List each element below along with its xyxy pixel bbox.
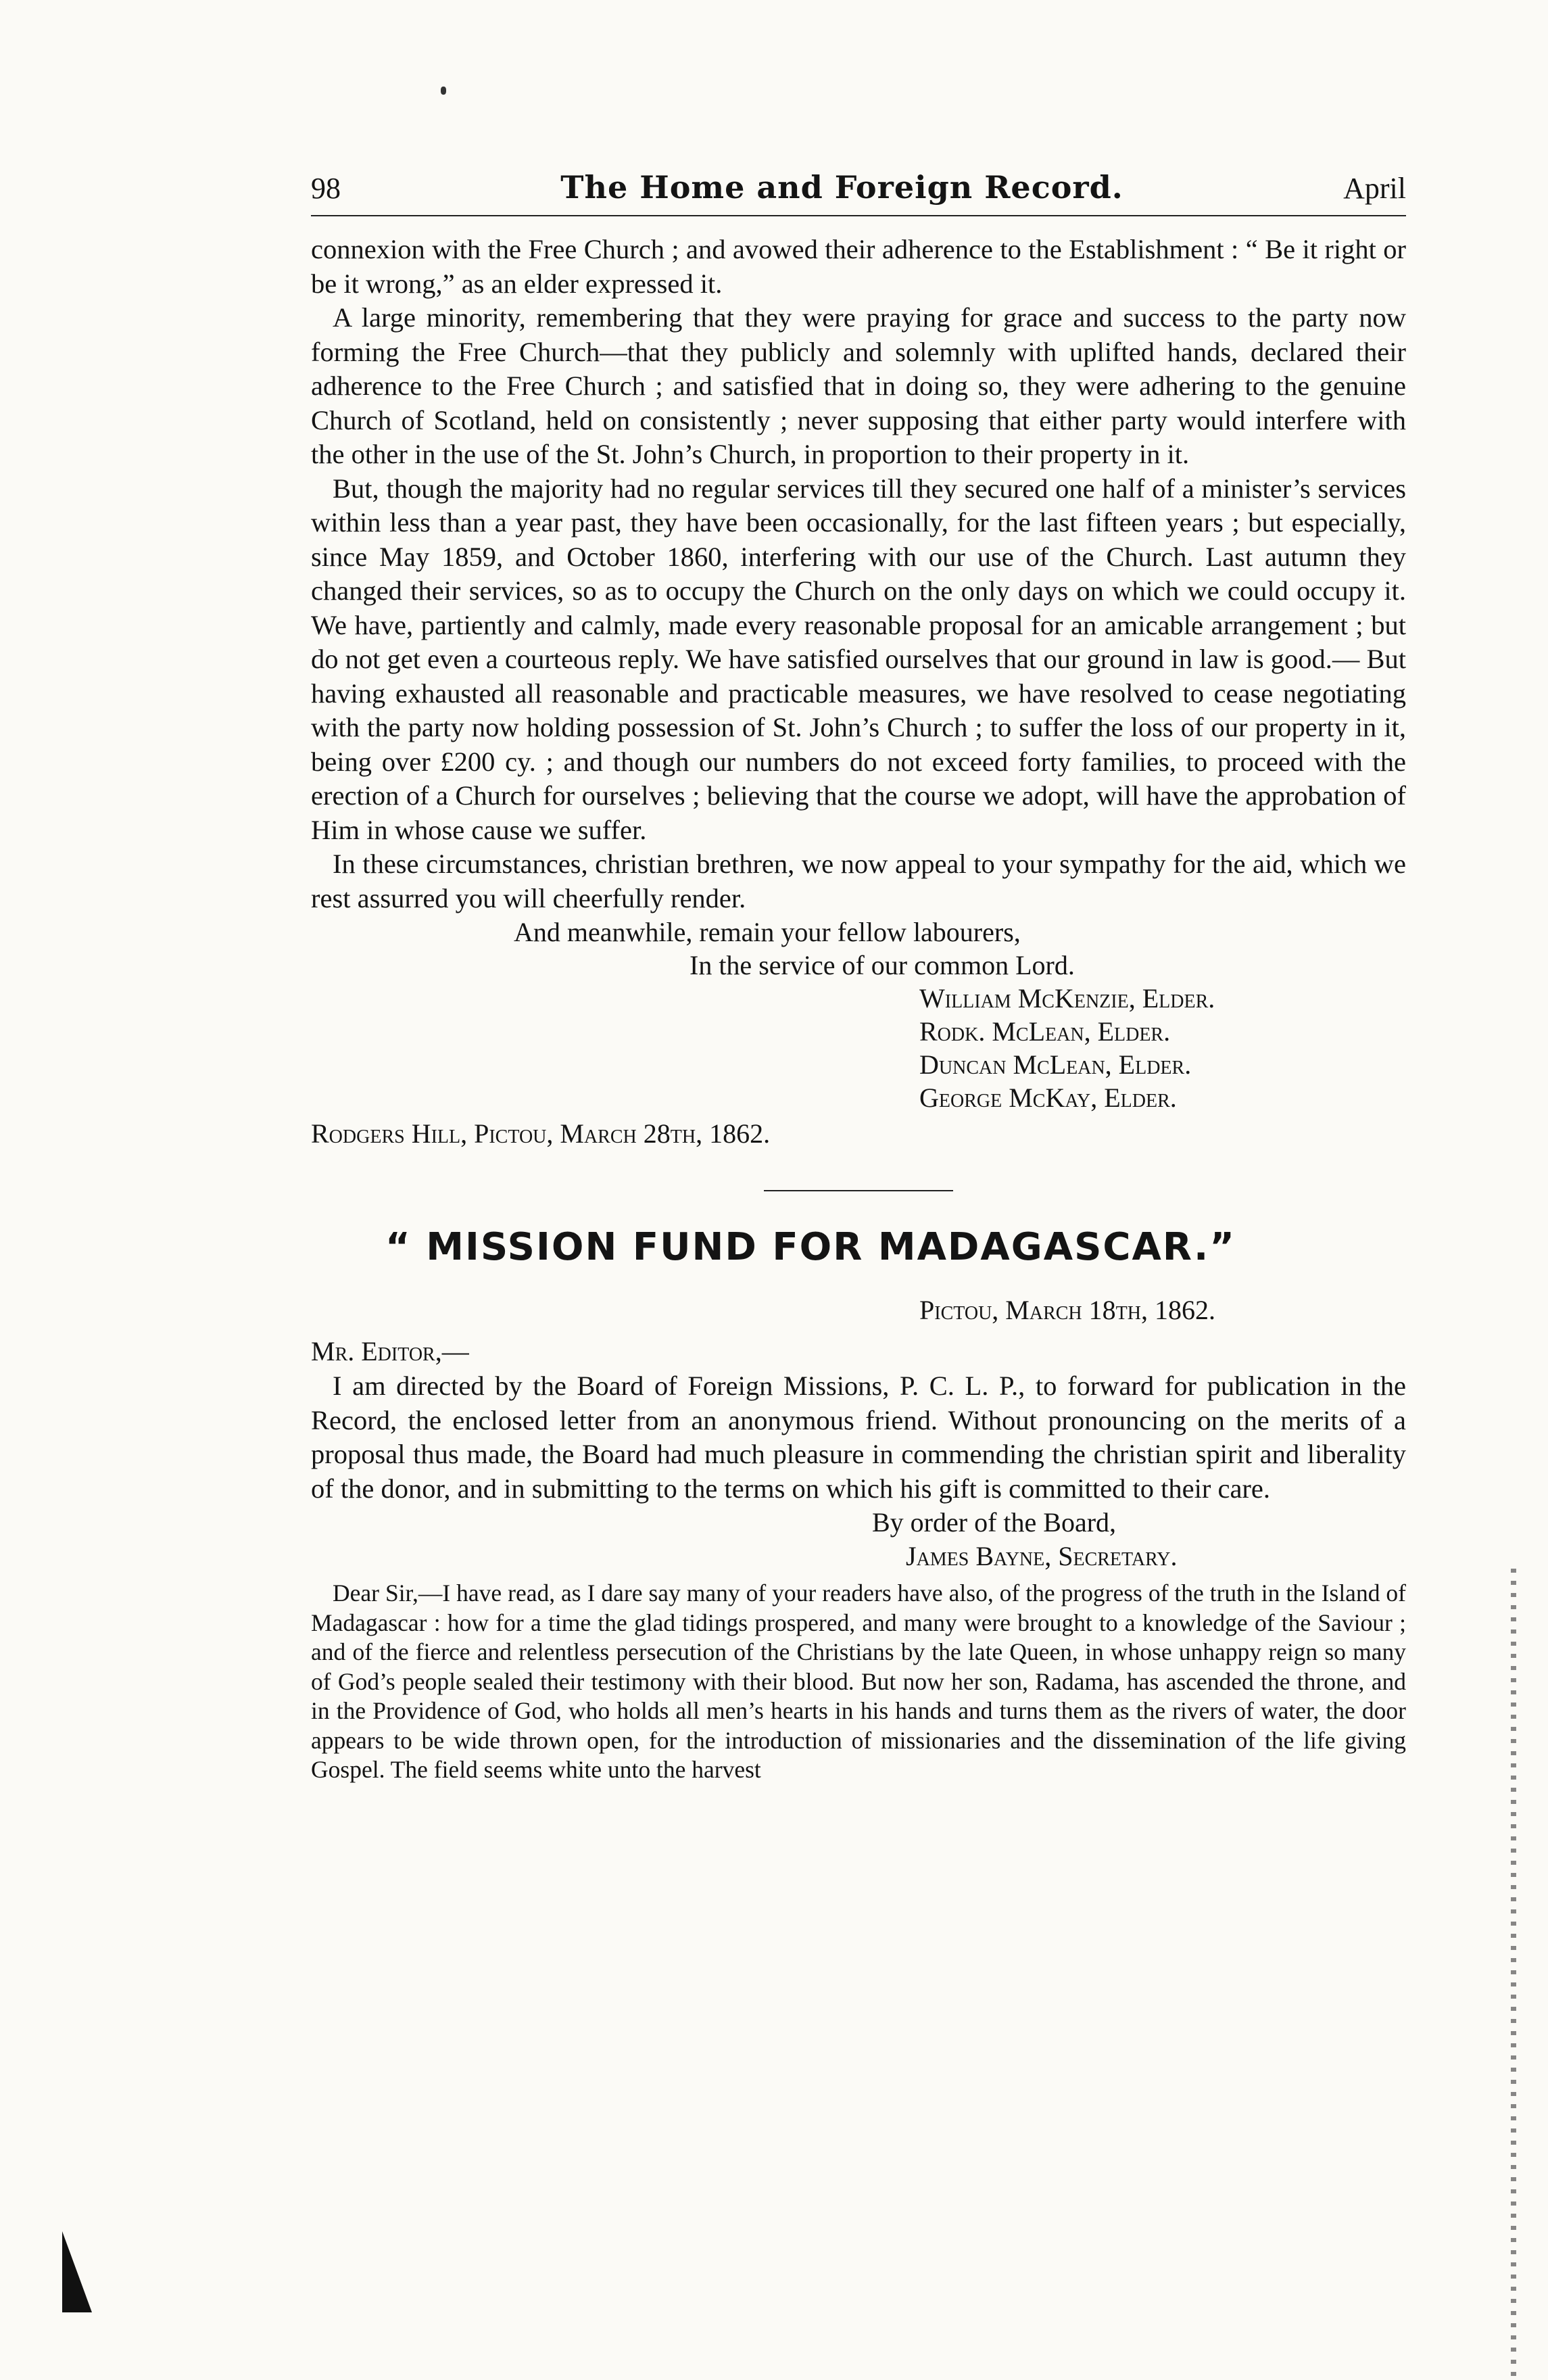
issue-month: April xyxy=(1343,172,1406,205)
salutation: Mr. Editor,— xyxy=(311,1336,469,1366)
journal-title: The Home and Foreign Record. xyxy=(560,169,1123,206)
paragraph: But, though the majority had no regular services till they secured one half of a minister’s services within less than a year past, they have been occasionally, for the last fifteen years ; but especially, since May 1859, and October 1860, interfering with our use of the Church. Last autumn they changed their services, so as to occupy the Church on the only days on which we could occupy it. We have, partiently and calmly, made every reasonable proposal for an amicable arrangement ; but do not get even a courteous reply. We have satisfied ourselves that our ground in law is good.— But having exhausted all reasonable and practicable measures, we have resolved to cease negotiating with the party now holding possession of St. John’s Church ; to suffer the loss of our property in it, being over £200 cy. ; and though our numbers do not exceed forty families, to proceed with the erection of a Church for ourselves ; believing that the course we adopt, will have the approbation of Him in whose cause we suffer. xyxy=(311,473,1406,845)
donor-letter xyxy=(311,1579,1406,1785)
document-page xyxy=(311,169,1406,1785)
page-number: 98 xyxy=(311,172,341,205)
dateline: Rodgers Hill, Pictou, March 28th, 1862. xyxy=(311,1118,771,1149)
closing-line: And meanwhile, remain your fellow labourers, xyxy=(514,917,1021,947)
order-line: By order of the Board, xyxy=(872,1507,1117,1538)
scan-corner-mark xyxy=(62,2231,92,2312)
scan-edge-artifact xyxy=(1511,1569,1516,2380)
section-divider xyxy=(764,1190,953,1191)
signature: William McKenzie, Elder. xyxy=(919,983,1215,1014)
signature: George McKay, Elder. xyxy=(919,1082,1177,1113)
closing-line: In the service of our common Lord. xyxy=(690,950,1075,980)
signature: Duncan McLean, Elder. xyxy=(919,1049,1192,1080)
letter-body xyxy=(311,233,1406,915)
section-date: Pictou, March 18th, 1862. xyxy=(919,1295,1215,1325)
stray-ink-mark xyxy=(441,87,446,95)
paragraph: A large minority, remembering that they were praying for grace and success to the party now forming the Free Church—that they publicly and solemnly with uplifted hands, declared their adherence to the Free Church ; and satisfied that in doing so, they were adhering to the genuine Church of Scotland, held on consistently ; never supposing that either party would interfere with the other in the use of the St. John’s Church, in proportion to their property in it. xyxy=(311,302,1406,469)
paragraph: Dear Sir,—I have read, as I dare say many of your readers have also, of the progress of the truth in the Island of Madagascar : how for a time the glad tidings prospered, and many were brought to a knowledge of the Saviour ; and of the fierce and relentless persecution of the Christians by the late Queen, in whose unhappy reign so many of God’s people sealed their testimony with their blood. But now her son, Radama, has ascended the throne, and in the Providence of God, who holds all men’s hearts in his hands and turns them as the rivers of water, the door appears to be wide thrown open, for the introduction of missionaries and the dissemination of the life giving Gospel. The field seems white unto the harvest xyxy=(311,1579,1406,1783)
section-title: “ MISSION FUND FOR MADAGASCAR.” xyxy=(385,1225,1236,1269)
signature: Rodk. McLean, Elder. xyxy=(919,1016,1171,1047)
paragraph: connexion with the Free Church ; and avowed their adherence to the Establishment : “ Be it right or be it wrong,” as an elder expressed it. xyxy=(311,234,1406,299)
editor-note xyxy=(311,1369,1406,1506)
page-header xyxy=(311,169,1406,216)
paragraph: In these circumstances, christian brethren, we now appeal to your sympathy for the aid, which we rest assurred you will cheerfully render. xyxy=(311,849,1406,913)
secretary-signature: James Bayne, Secretary. xyxy=(906,1541,1178,1571)
paragraph: I am directed by the Board of Foreign Missions, P. C. L. P., to forward for publication in the Record, the enclosed letter from an anonymous friend. Without pronouncing on the merits of a proposal thus made, the Board had much pleasure in commending the christian spirit and liberality of the donor, and in submitting to the terms on which his gift is committed to their care. xyxy=(311,1371,1406,1504)
